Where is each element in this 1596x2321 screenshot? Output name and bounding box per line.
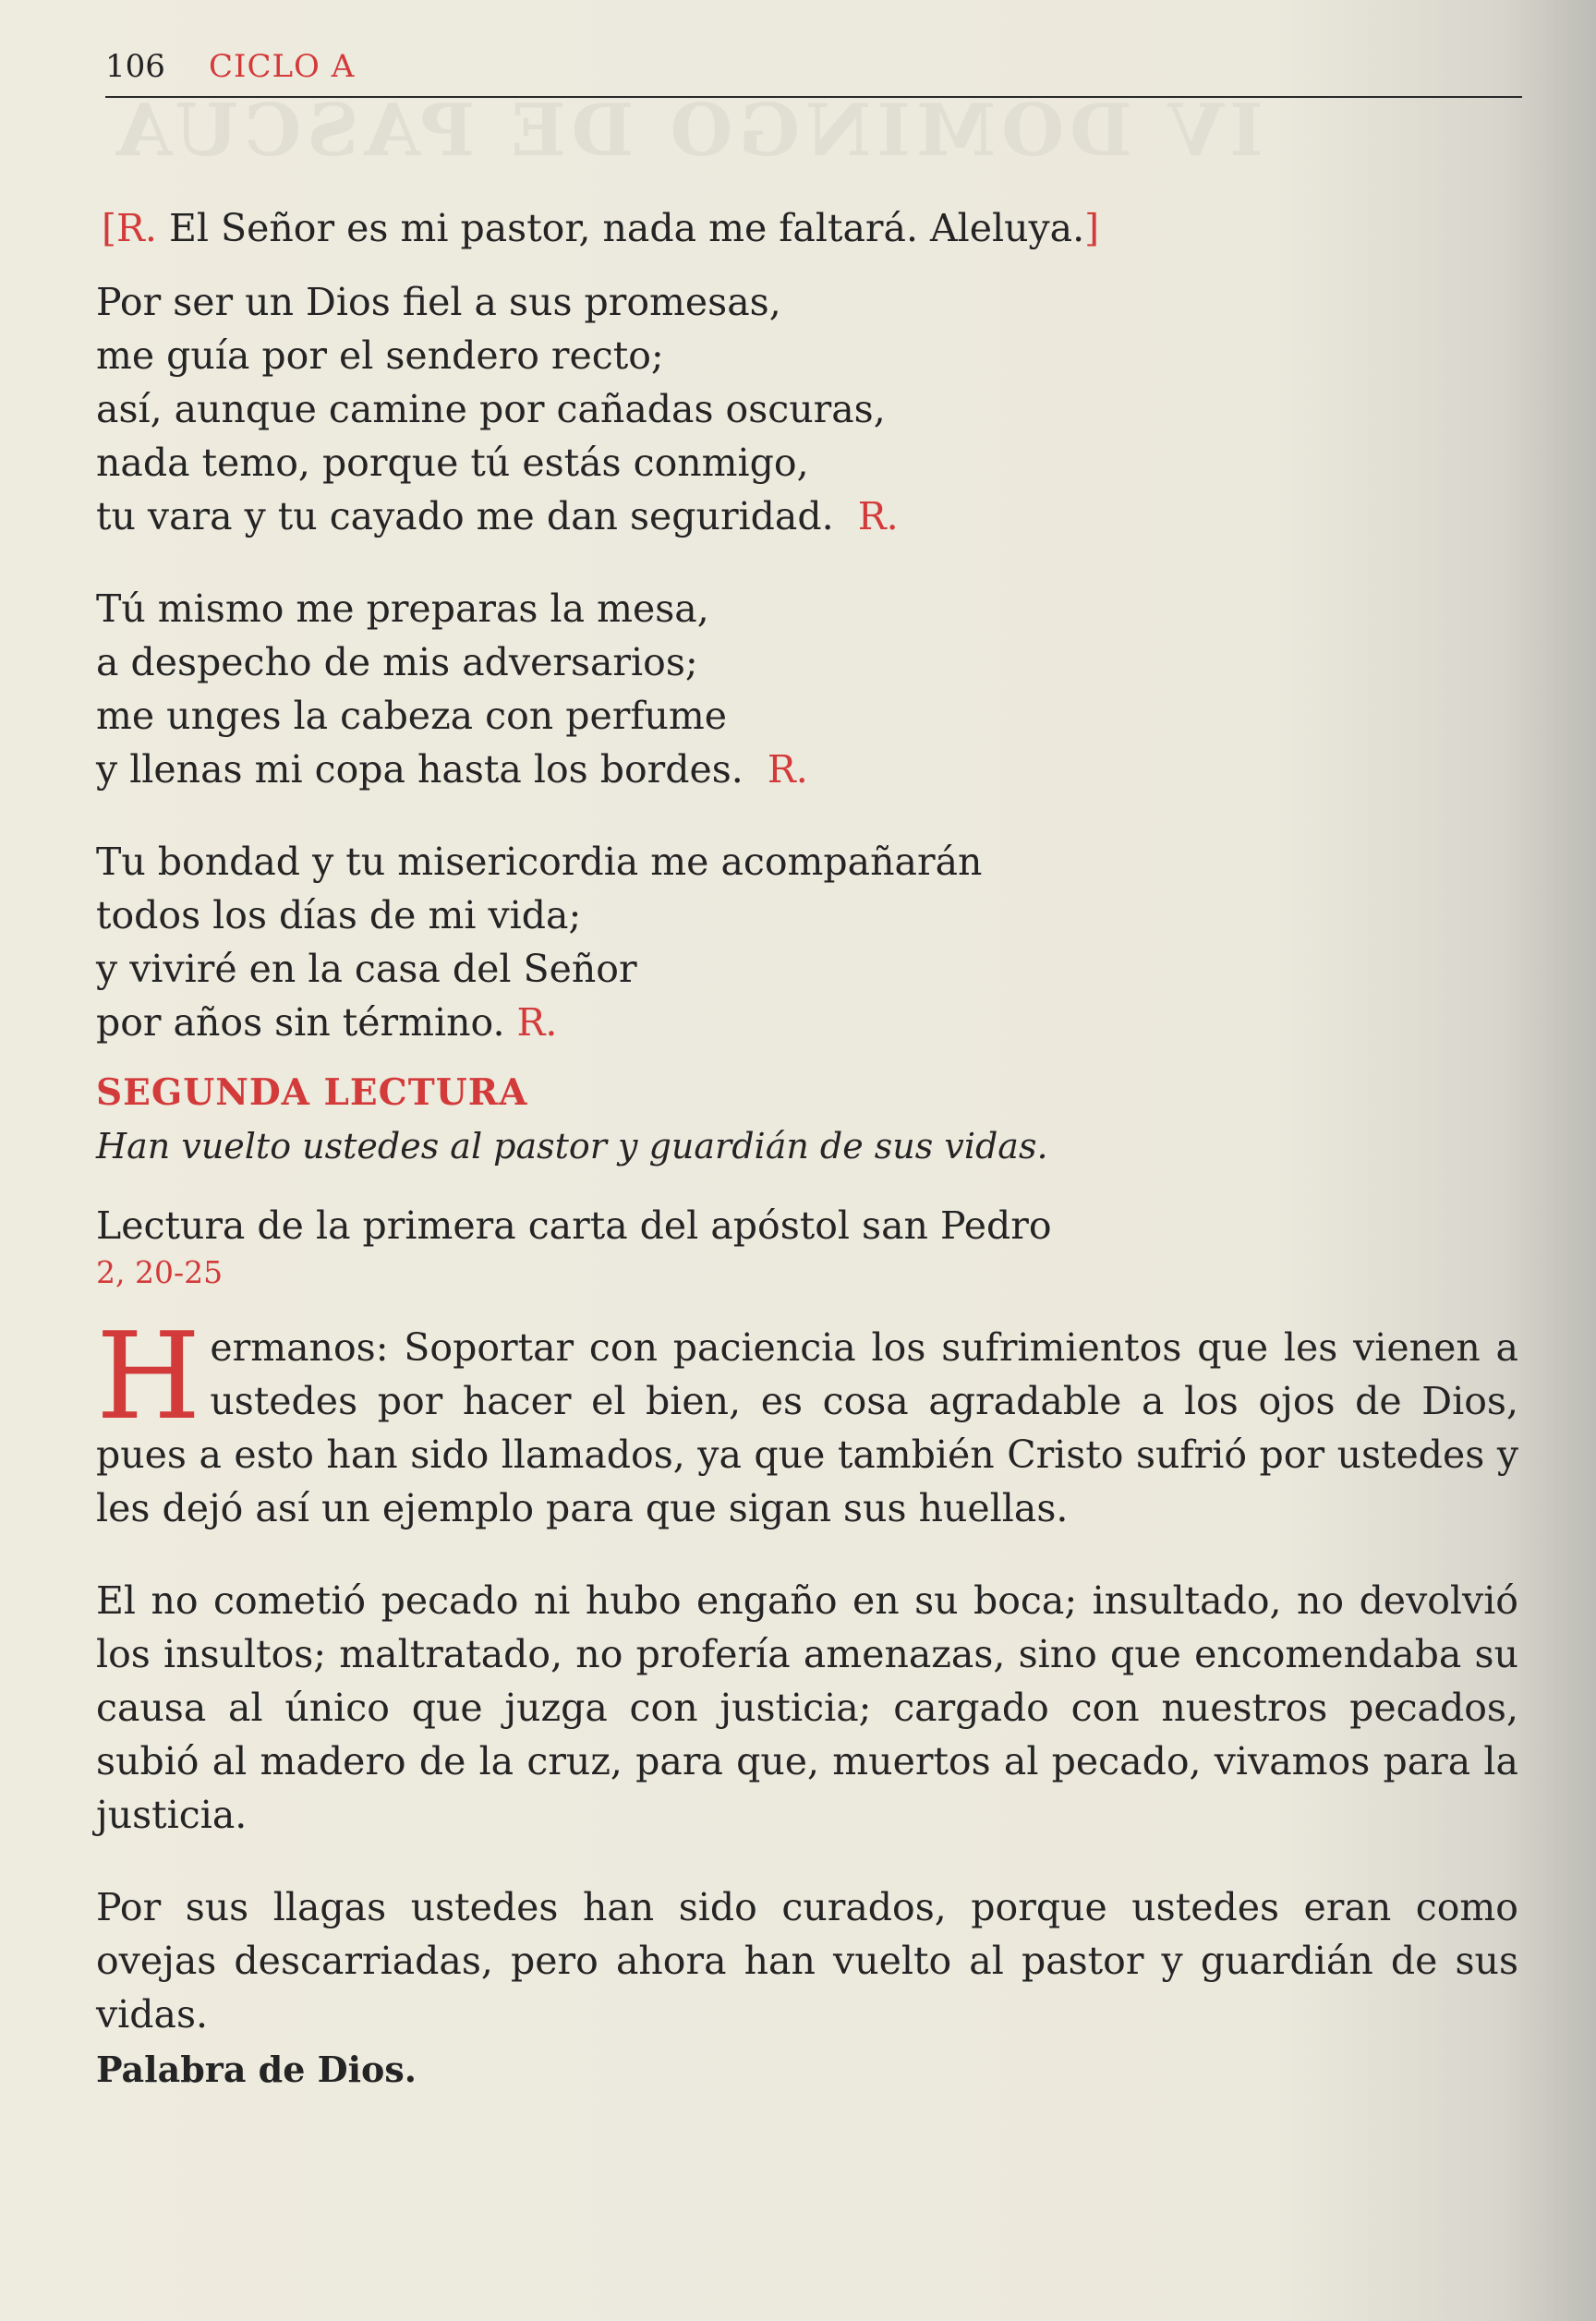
stanza-line: me unges la cabeza con perfume bbox=[96, 694, 728, 738]
response-marker: R. bbox=[516, 1000, 558, 1045]
psalm-stanza bbox=[96, 582, 1518, 796]
paragraph-text: Por sus llagas ustedes han sido curados, porque ustedes eran como ovejas descarriadas, pero ahora han vuelto al pastor y guardián de sus vidas. bbox=[96, 1885, 1518, 2037]
response-marker: R. bbox=[767, 747, 808, 792]
response-text: El Señor es mi pastor, nada me faltará. Aleluya. bbox=[168, 206, 1085, 250]
stanza-line: Por ser un Dios fiel a sus promesas, bbox=[96, 280, 781, 324]
stanza-line: Tú mismo me preparas la mesa, bbox=[96, 586, 709, 631]
scripture-citation: 2, 20-25 bbox=[96, 1254, 224, 1290]
reading-paragraph bbox=[96, 1574, 1518, 1842]
response-close-bracket: ] bbox=[1084, 206, 1100, 250]
page-content bbox=[96, 201, 1518, 2097]
response-marker: R. bbox=[116, 206, 157, 250]
psalm-response bbox=[102, 201, 1518, 255]
stanza-line: y viviré en la casa del Señor bbox=[96, 947, 637, 991]
reading-paragraph bbox=[96, 1306, 1518, 1535]
page-number: 106 bbox=[105, 48, 165, 85]
closing-acclamation: Palabra de Dios. bbox=[96, 2049, 417, 2090]
stanza-line: Tu bondad y tu misericordia me acompañarán bbox=[96, 840, 983, 884]
paragraph-text: El no cometió pecado ni hubo engaño en su boca; insultado, no devolvió los insultos; maltratado, no profería amenazas, sino que encomendaba su causa al único que juzga con justicia; cargado con nuestros pecados, subió al madero de la cruz, para que, muertos al pecado, vivamos para la justicia. bbox=[96, 1578, 1518, 1837]
reading-intro: Lectura de la primera carta del apóstol san Pedro bbox=[96, 1203, 1052, 1248]
section-heading: SEGUNDA LECTURA bbox=[96, 1071, 528, 1114]
stanza-line: todos los días de mi vida; bbox=[96, 893, 582, 937]
stanza-line: tu vara y tu cayado me dan seguridad. bbox=[96, 494, 834, 538]
paragraph-text: ermanos: Soportar con paciencia los sufrimientos que les vienen a ustedes por hacer el bien, es cosa agradable a los ojos de Dios, pues a esto han sido llamados, ya que también Cristo sufrió por ustedes y les dejó así un ejemplo para que sigan sus huellas. bbox=[96, 1325, 1518, 1530]
response-marker: R. bbox=[857, 494, 899, 538]
bleed-through-title: IV DOMINGO DE PASCUA bbox=[111, 89, 1264, 173]
reading-theme: Han vuelto ustedes al pastor y guardián de sus vidas. bbox=[96, 1126, 1048, 1167]
stanza-line: a despecho de mis adversarios; bbox=[96, 640, 698, 684]
running-title: CICLO A bbox=[209, 48, 356, 85]
stanza-line: y llenas mi copa hasta los bordes. bbox=[96, 747, 744, 792]
drop-cap: H bbox=[96, 1306, 201, 1446]
psalm-stanza bbox=[96, 835, 1518, 1049]
response-open-bracket: [ bbox=[102, 206, 116, 250]
page-header bbox=[105, 42, 1522, 98]
stanza-line: por años sin término. bbox=[96, 1000, 505, 1045]
reading-paragraph bbox=[96, 1880, 1518, 2041]
psalm-stanza bbox=[96, 275, 1518, 543]
stanza-line: me guía por el sendero recto; bbox=[96, 333, 664, 378]
stanza-line: nada temo, porque tú estás conmigo, bbox=[96, 441, 809, 485]
stanza-line: así, aunque camine por cañadas oscuras, bbox=[96, 387, 886, 431]
